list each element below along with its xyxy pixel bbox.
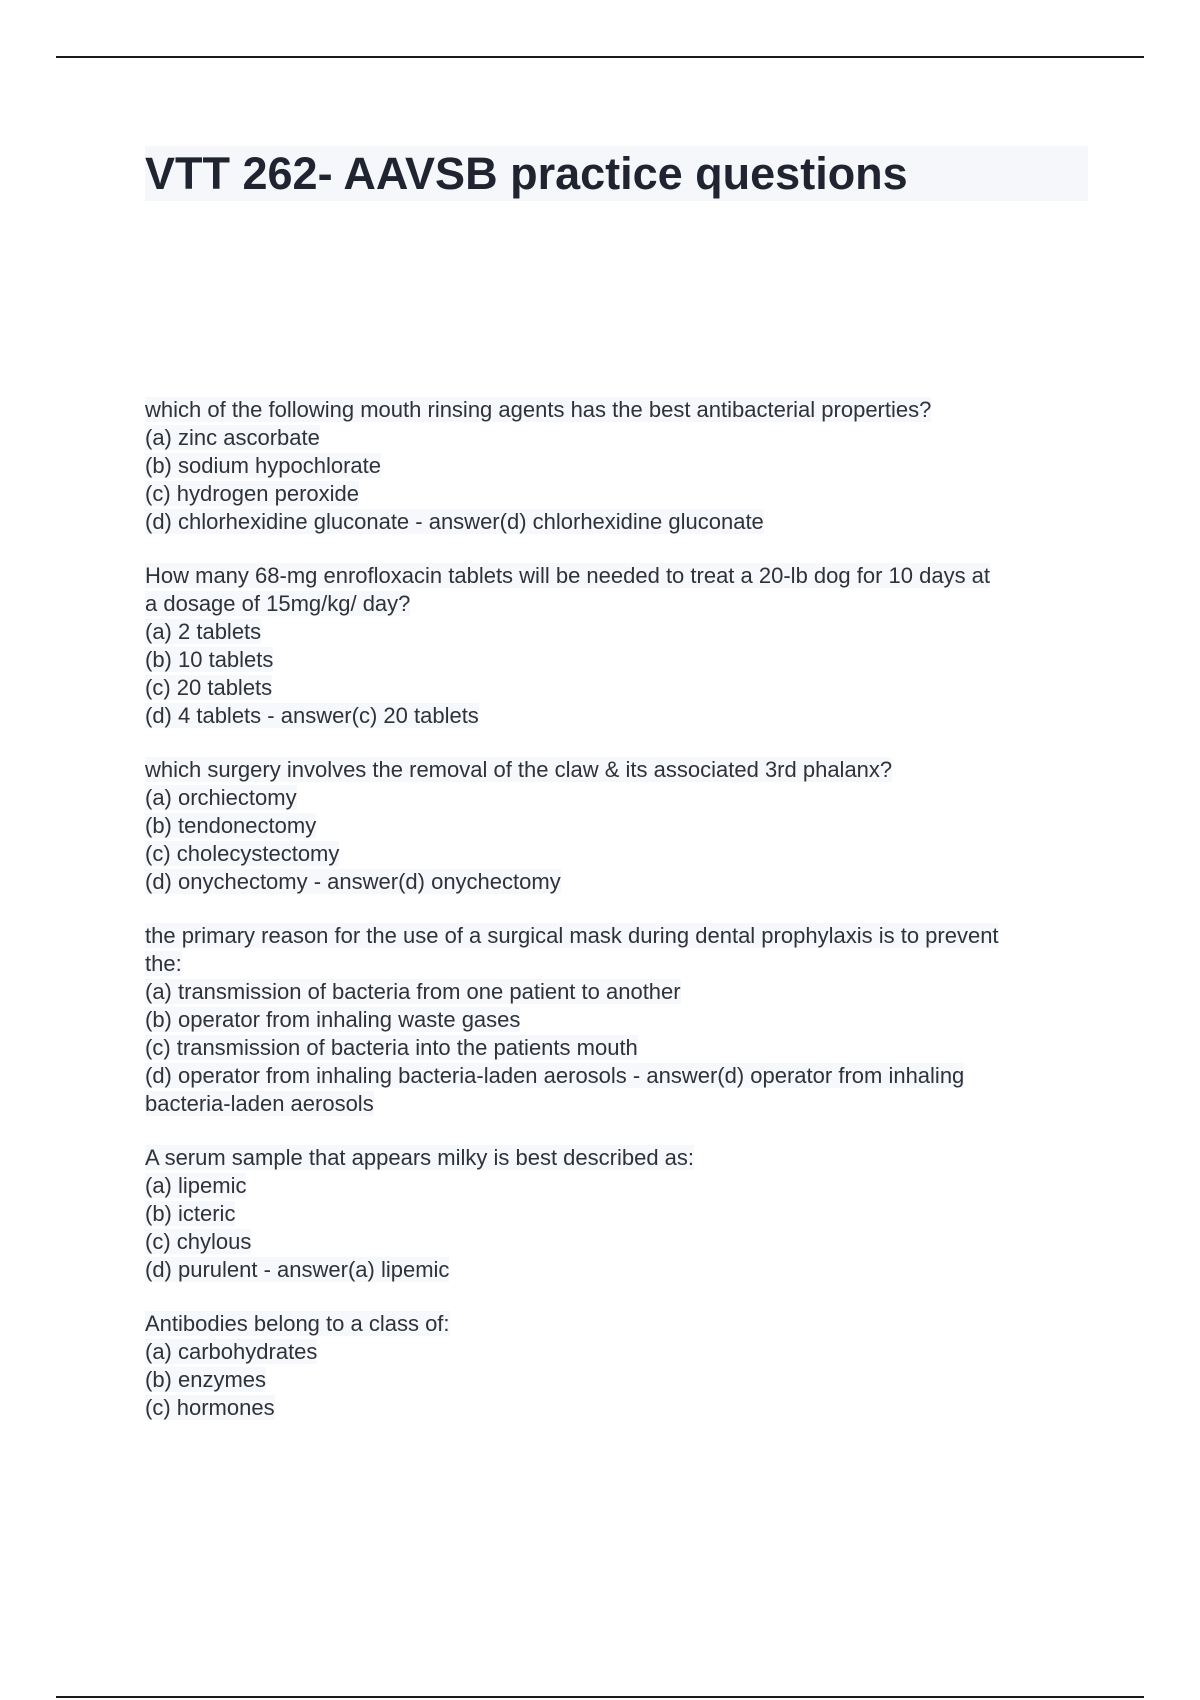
answer-option: (a) orchiectomy	[145, 785, 297, 810]
question-block-4	[145, 922, 1095, 1118]
question-list	[145, 396, 1095, 1448]
bottom-rule	[56, 1696, 1144, 1698]
answer-option: (a) zinc ascorbate	[145, 425, 320, 450]
answer-option-with-answer: bacteria-laden aerosols	[145, 1091, 374, 1116]
answer-option: (c) transmission of bacteria into the patients mouth	[145, 1035, 638, 1060]
answer-option: (c) cholecystectomy	[145, 841, 340, 866]
answer-option: (b) enzymes	[145, 1367, 267, 1392]
answer-option: (b) operator from inhaling waste gases	[145, 1007, 521, 1032]
answer-option-with-answer: (d) operator from inhaling bacteria-laden aerosols - answer(d) operator from inhaling	[145, 1063, 965, 1088]
answer-option-with-answer: (d) chlorhexidine gluconate - answer(d) chlorhexidine gluconate	[145, 509, 764, 534]
question-text: the primary reason for the use of a surgical mask during dental prophylaxis is to prevent	[145, 923, 999, 948]
answer-option: (c) chylous	[145, 1229, 252, 1254]
answer-option: (c) hormones	[145, 1395, 275, 1420]
question-block-5	[145, 1144, 1095, 1284]
answer-option-with-answer: (d) onychectomy - answer(d) onychectomy	[145, 869, 561, 894]
answer-option: (b) 10 tablets	[145, 647, 274, 672]
question-block-3	[145, 756, 1095, 896]
question-text: Antibodies belong to a class of:	[145, 1311, 450, 1336]
answer-option: (b) icteric	[145, 1201, 236, 1226]
question-text: which surgery involves the removal of the claw & its associated 3rd phalanx?	[145, 757, 893, 782]
answer-option: (a) transmission of bacteria from one patient to another	[145, 979, 681, 1004]
answer-option: (a) lipemic	[145, 1173, 247, 1198]
question-text: How many 68-mg enrofloxacin tablets will be needed to treat a 20-lb dog for 10 days at	[145, 563, 991, 588]
question-text: a dosage of 15mg/kg/ day?	[145, 591, 411, 616]
answer-option: (b) sodium hypochlorate	[145, 453, 382, 478]
answer-option: (c) 20 tablets	[145, 675, 273, 700]
answer-option: (a) carbohydrates	[145, 1339, 318, 1364]
top-rule	[56, 56, 1144, 58]
document-title: VTT 262- AAVSB practice questions	[145, 146, 1088, 201]
question-text: which of the following mouth rinsing agents has the best antibacterial properties?	[145, 397, 932, 422]
answer-option: (a) 2 tablets	[145, 619, 262, 644]
question-block-6	[145, 1310, 1095, 1422]
question-block-2	[145, 562, 1095, 730]
question-text: A serum sample that appears milky is best described as:	[145, 1145, 695, 1170]
answer-option: (c) hydrogen peroxide	[145, 481, 360, 506]
question-text: the:	[145, 951, 182, 976]
question-block-1	[145, 396, 1095, 536]
answer-option: (b) tendonectomy	[145, 813, 317, 838]
answer-option-with-answer: (d) purulent - answer(a) lipemic	[145, 1257, 450, 1282]
answer-option-with-answer: (d) 4 tablets - answer(c) 20 tablets	[145, 703, 479, 728]
